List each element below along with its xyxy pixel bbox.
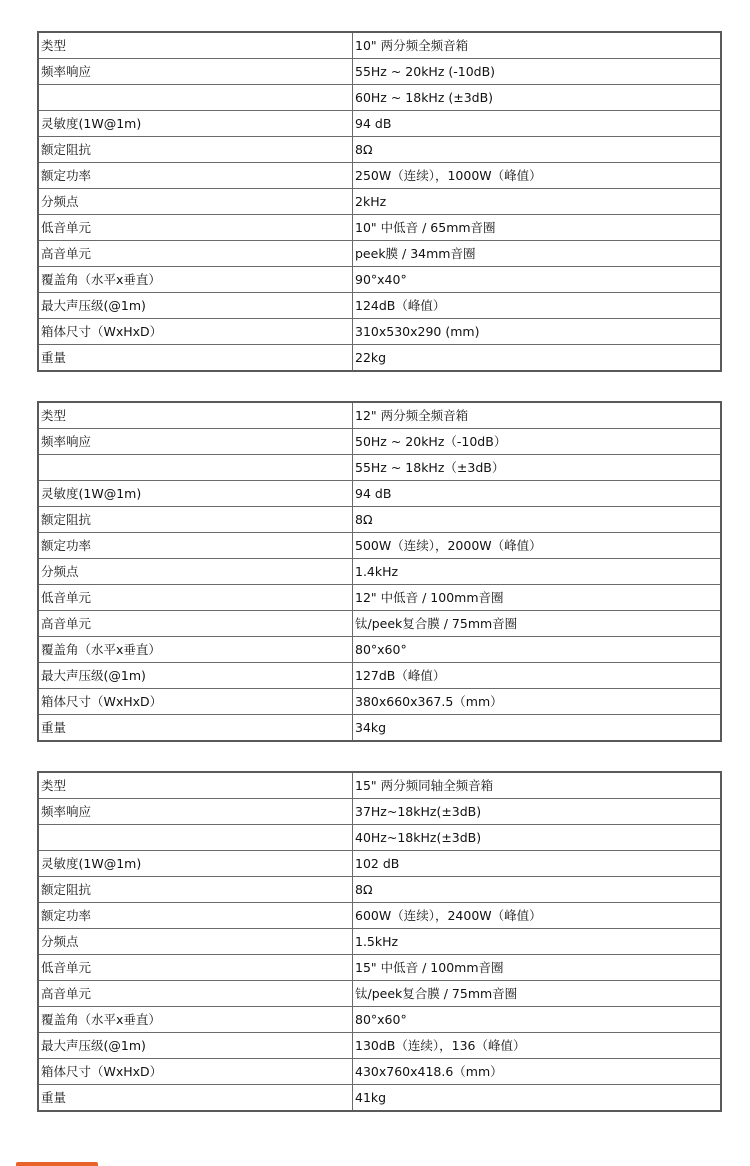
spec-value: 22kg bbox=[353, 345, 722, 372]
table-row bbox=[38, 799, 721, 825]
spec-label: 类型 bbox=[38, 402, 353, 429]
spec-label: 灵敏度(1W@1m) bbox=[38, 481, 353, 507]
table-row bbox=[38, 293, 721, 319]
table-row bbox=[38, 1033, 721, 1059]
table-row bbox=[38, 825, 721, 851]
spec-label: 重量 bbox=[38, 1085, 353, 1112]
spec-value: 15" 中低音 / 100mm音圈 bbox=[353, 955, 722, 981]
spec-label bbox=[38, 85, 353, 111]
spec-value: 15" 两分频同轴全频音箱 bbox=[353, 772, 722, 799]
table-row bbox=[38, 481, 721, 507]
table-row bbox=[38, 1007, 721, 1033]
spec-value: 10" 中低音 / 65mm音圈 bbox=[353, 215, 722, 241]
spec-value: 600W（连续），2400W（峰值） bbox=[353, 903, 722, 929]
spec-value: 124dB（峰值） bbox=[353, 293, 722, 319]
table-row bbox=[38, 585, 721, 611]
spec-label: 低音单元 bbox=[38, 215, 353, 241]
bottom-accent-bar bbox=[16, 1162, 98, 1166]
spec-label: 灵敏度(1W@1m) bbox=[38, 111, 353, 137]
spec-label: 额定功率 bbox=[38, 163, 353, 189]
table-row bbox=[38, 851, 721, 877]
spec-label: 箱体尺寸（WxHxD） bbox=[38, 319, 353, 345]
spec-label: 额定阻抗 bbox=[38, 507, 353, 533]
spec-value: 94 dB bbox=[353, 481, 722, 507]
table-row bbox=[38, 533, 721, 559]
spec-value: 250W（连续），1000W（峰值） bbox=[353, 163, 722, 189]
table-row bbox=[38, 689, 721, 715]
table-row bbox=[38, 267, 721, 293]
spec-label: 高音单元 bbox=[38, 611, 353, 637]
table-row bbox=[38, 163, 721, 189]
spec-value: 60Hz ~ 18kHz (±3dB) bbox=[353, 85, 722, 111]
spec-value: 1.4kHz bbox=[353, 559, 722, 585]
table-row bbox=[38, 611, 721, 637]
spec-value: 310x530x290 (mm) bbox=[353, 319, 722, 345]
spec-value: 12" 两分频全频音箱 bbox=[353, 402, 722, 429]
table-row bbox=[38, 32, 721, 59]
table-row bbox=[38, 715, 721, 742]
spec-value: 34kg bbox=[353, 715, 722, 742]
table-row bbox=[38, 1085, 721, 1112]
spec-value: 8Ω bbox=[353, 877, 722, 903]
spec-value: 130dB（连续），136（峰值） bbox=[353, 1033, 722, 1059]
table-row bbox=[38, 877, 721, 903]
spec-value: 127dB（峰值） bbox=[353, 663, 722, 689]
spec-value: 钛/peek复合膜 / 75mm音圈 bbox=[353, 611, 722, 637]
spec-label: 覆盖角（水平x垂直） bbox=[38, 267, 353, 293]
table-row bbox=[38, 455, 721, 481]
spec-label: 覆盖角（水平x垂直） bbox=[38, 637, 353, 663]
spec-value: 55Hz ~ 18kHz（±3dB） bbox=[353, 455, 722, 481]
spec-value: 1.5kHz bbox=[353, 929, 722, 955]
spec-label: 最大声压级(@1m) bbox=[38, 293, 353, 319]
spec-value: 94 dB bbox=[353, 111, 722, 137]
spec-value: 10" 两分频全频音箱 bbox=[353, 32, 722, 59]
spec-value: peek膜 / 34mm音圈 bbox=[353, 241, 722, 267]
spec-value: 430x760x418.6（mm） bbox=[353, 1059, 722, 1085]
spec-label: 类型 bbox=[38, 32, 353, 59]
table-row bbox=[38, 663, 721, 689]
spec-value: 55Hz ~ 20kHz (-10dB) bbox=[353, 59, 722, 85]
table-row bbox=[38, 345, 721, 372]
spec-value: 80°x60° bbox=[353, 637, 722, 663]
table-row bbox=[38, 319, 721, 345]
table-row bbox=[38, 85, 721, 111]
table-row bbox=[38, 137, 721, 163]
table-row bbox=[38, 1059, 721, 1085]
spec-label: 灵敏度(1W@1m) bbox=[38, 851, 353, 877]
spec-label: 频率响应 bbox=[38, 59, 353, 85]
table-row bbox=[38, 429, 721, 455]
spec-table-12-inch bbox=[37, 401, 722, 742]
table-row bbox=[38, 507, 721, 533]
spec-label: 低音单元 bbox=[38, 955, 353, 981]
spec-label: 分频点 bbox=[38, 929, 353, 955]
spec-label: 重量 bbox=[38, 345, 353, 372]
spec-label: 高音单元 bbox=[38, 241, 353, 267]
spec-label bbox=[38, 455, 353, 481]
spec-label: 覆盖角（水平x垂直） bbox=[38, 1007, 353, 1033]
spec-label: 频率响应 bbox=[38, 799, 353, 825]
spec-value: 钛/peek复合膜 / 75mm音圈 bbox=[353, 981, 722, 1007]
table-row bbox=[38, 559, 721, 585]
spec-value: 50Hz ~ 20kHz（-10dB） bbox=[353, 429, 722, 455]
spec-label: 分频点 bbox=[38, 189, 353, 215]
spec-label bbox=[38, 825, 353, 851]
spec-label: 低音单元 bbox=[38, 585, 353, 611]
spec-label: 额定功率 bbox=[38, 903, 353, 929]
spec-label: 箱体尺寸（WxHxD） bbox=[38, 1059, 353, 1085]
spec-label: 额定阻抗 bbox=[38, 877, 353, 903]
table-row bbox=[38, 955, 721, 981]
spec-label: 类型 bbox=[38, 772, 353, 799]
table-row bbox=[38, 59, 721, 85]
spec-value: 2kHz bbox=[353, 189, 722, 215]
spec-value: 12" 中低音 / 100mm音圈 bbox=[353, 585, 722, 611]
table-row bbox=[38, 903, 721, 929]
table-row bbox=[38, 981, 721, 1007]
spec-value: 80°x60° bbox=[353, 1007, 722, 1033]
spec-value: 380x660x367.5（mm） bbox=[353, 689, 722, 715]
spec-label: 最大声压级(@1m) bbox=[38, 663, 353, 689]
table-row bbox=[38, 772, 721, 799]
table-row bbox=[38, 929, 721, 955]
spec-value: 41kg bbox=[353, 1085, 722, 1112]
table-row bbox=[38, 189, 721, 215]
spec-label: 高音单元 bbox=[38, 981, 353, 1007]
spec-label: 最大声压级(@1m) bbox=[38, 1033, 353, 1059]
spec-value: 8Ω bbox=[353, 137, 722, 163]
table-row bbox=[38, 241, 721, 267]
spec-value: 40Hz~18kHz(±3dB) bbox=[353, 825, 722, 851]
spec-table-10-inch bbox=[37, 31, 722, 372]
spec-label: 额定阻抗 bbox=[38, 137, 353, 163]
spec-value: 102 dB bbox=[353, 851, 722, 877]
table-row bbox=[38, 111, 721, 137]
spec-label: 额定功率 bbox=[38, 533, 353, 559]
table-row bbox=[38, 402, 721, 429]
spec-value: 500W（连续），2000W（峰值） bbox=[353, 533, 722, 559]
spec-value: 90°x40° bbox=[353, 267, 722, 293]
spec-value: 8Ω bbox=[353, 507, 722, 533]
table-row bbox=[38, 637, 721, 663]
spec-label: 分频点 bbox=[38, 559, 353, 585]
spec-label: 箱体尺寸（WxHxD） bbox=[38, 689, 353, 715]
spec-label: 重量 bbox=[38, 715, 353, 742]
spec-value: 37Hz~18kHz(±3dB) bbox=[353, 799, 722, 825]
table-row bbox=[38, 215, 721, 241]
spec-label: 频率响应 bbox=[38, 429, 353, 455]
spec-table-15-inch bbox=[37, 771, 722, 1112]
